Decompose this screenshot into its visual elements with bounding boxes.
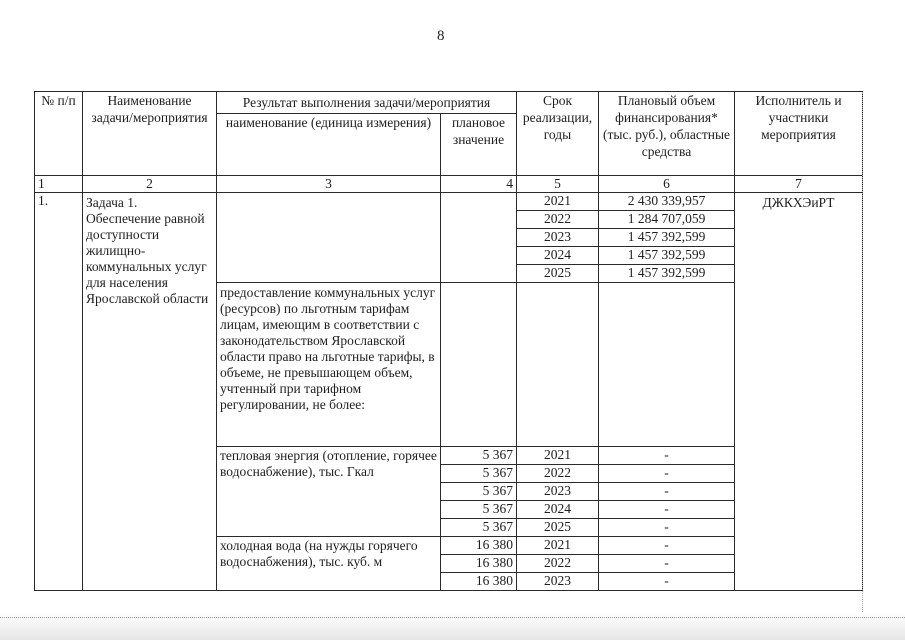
header-row [35, 92, 863, 114]
header-result-name: наименование (единица измерения) [217, 114, 441, 176]
indicator-value: 5 367 [441, 483, 517, 501]
column-number: 6 [599, 176, 735, 193]
funding-amount: 1 457 392,599 [599, 229, 735, 247]
indicator-value: 5 367 [441, 501, 517, 519]
indicator-value: 16 380 [441, 573, 517, 591]
indicator-year: 2022 [517, 555, 599, 573]
indicator-amount: - [599, 447, 735, 465]
funding-year: 2024 [517, 247, 599, 265]
result-name-empty [217, 193, 441, 283]
result-intro-amount [599, 283, 735, 447]
task-number: 1. [35, 193, 83, 591]
header-term: Срок реализации, годы [517, 92, 599, 176]
indicator-value: 5 367 [441, 519, 517, 537]
funding-amount: 1 457 392,599 [599, 247, 735, 265]
indicator-amount: - [599, 501, 735, 519]
program-table [34, 91, 863, 591]
funding-year: 2023 [517, 229, 599, 247]
column-number: 7 [735, 176, 863, 193]
page-number: 8 [437, 28, 445, 44]
indicator-year: 2022 [517, 465, 599, 483]
result-intro-value [441, 283, 517, 447]
indicator-value: 5 367 [441, 447, 517, 465]
header-result: Результат выполнения задачи/мероприятия [217, 92, 517, 114]
indicator-name: тепловая энергия (отопление, горячее водоснабжение), тыс. Гкал [217, 447, 441, 537]
header-result-value: плановое значение [441, 114, 517, 176]
column-number: 4 [441, 176, 517, 193]
funding-year: 2021 [517, 193, 599, 211]
funding-amount: 1 457 392,599 [599, 265, 735, 283]
indicator-amount: - [599, 483, 735, 501]
header-task-name: Наименование задачи/мероприятия [83, 92, 217, 176]
indicator-year: 2023 [517, 483, 599, 501]
indicator-year: 2021 [517, 447, 599, 465]
indicator-value: 16 380 [441, 537, 517, 555]
result-value-empty [441, 193, 517, 283]
result-intro-year [517, 283, 599, 447]
column-number-row [35, 176, 863, 193]
indicator-amount: - [599, 573, 735, 591]
indicator-year: 2023 [517, 573, 599, 591]
indicator-amount: - [599, 465, 735, 483]
header-finance: Плановый объем финансирования* (тыс. руб.), областные средства [599, 92, 735, 176]
indicator-year: 2024 [517, 501, 599, 519]
indicator-value: 5 367 [441, 465, 517, 483]
header-executor: Исполнитель и участники мероприятия [735, 92, 863, 176]
column-number: 5 [517, 176, 599, 193]
funding-amount: 1 284 707,059 [599, 211, 735, 229]
indicator-name: холодная вода (на нужды горячего водоснабжения), тыс. куб. м [217, 537, 441, 591]
column-number: 1 [35, 176, 83, 193]
column-number: 3 [217, 176, 441, 193]
scan-bottom-line [0, 617, 905, 619]
indicator-amount: - [599, 555, 735, 573]
indicator-amount: - [599, 537, 735, 555]
indicator-year: 2025 [517, 519, 599, 537]
indicator-year: 2021 [517, 537, 599, 555]
funding-amount: 2 430 339,957 [599, 193, 735, 211]
column-number: 2 [83, 176, 217, 193]
result-intro: предоставление коммунальных услуг (ресурсов) по льготным тарифам лицам, имеющим в соответствии с законодательством Ярославской области право на льготные тарифы, в объеме, не превышающем объем, учтенный при тарифном регулировании, не более: [217, 283, 441, 447]
task-name: Задача 1. Обеспечение равной доступности жилищно-коммунальных услуг для населения Ярославской области [83, 193, 217, 591]
indicator-amount: - [599, 519, 735, 537]
header-no: № п/п [35, 92, 83, 176]
task-executor: ДЖКХЭиРТ [735, 193, 863, 591]
funding-year: 2022 [517, 211, 599, 229]
funding-year: 2025 [517, 265, 599, 283]
table-row [35, 193, 863, 211]
scan-edge-line [862, 92, 864, 612]
indicator-value: 16 380 [441, 555, 517, 573]
